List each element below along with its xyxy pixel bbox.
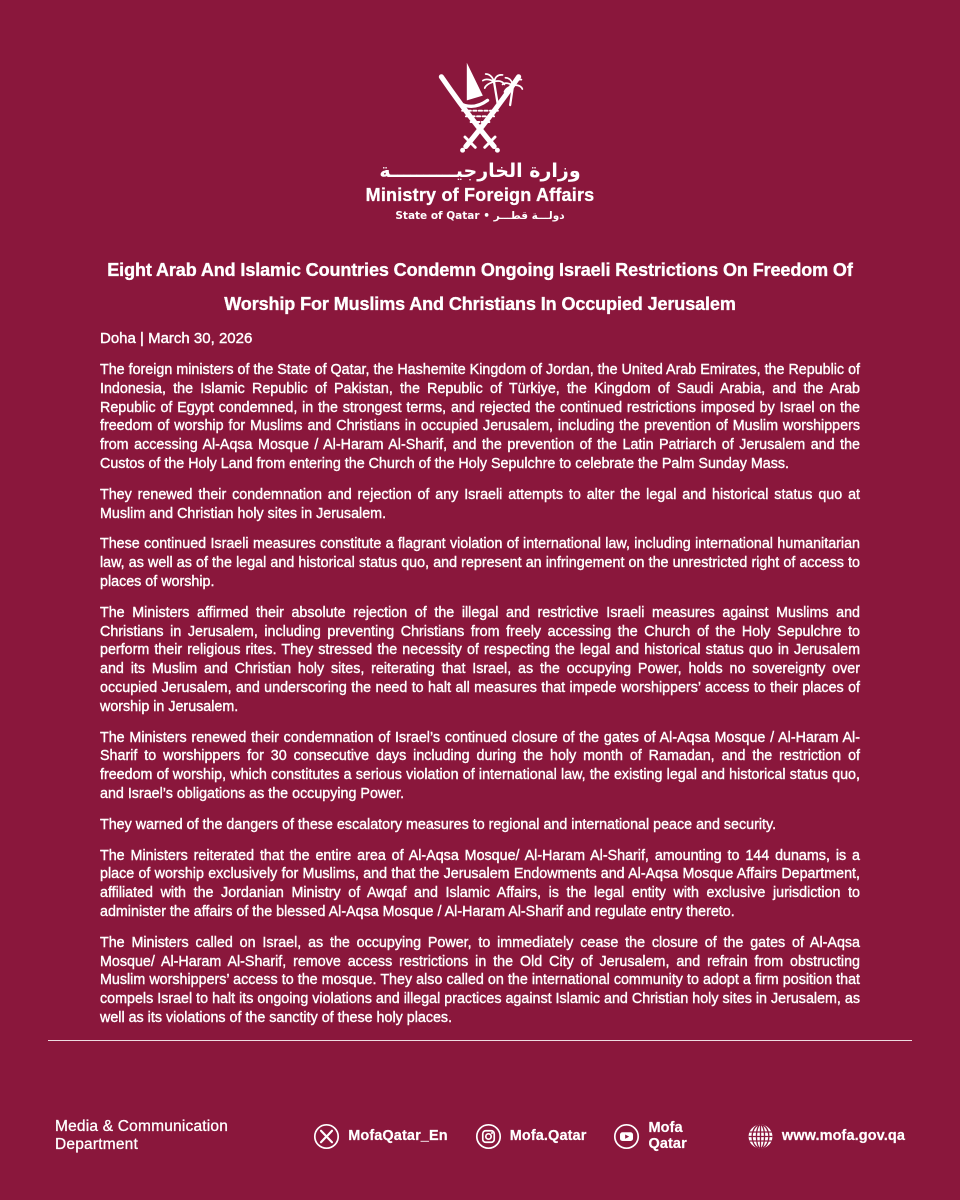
social-label-x: MofaQatar_En [348, 1128, 448, 1144]
paragraph-6: They warned of the dangers of these escalatory measures to regional and international peace and security. [100, 816, 777, 833]
paragraph-8: The Ministers called on Israel, as the occupying Power, to immediately cease the closure of the gates of Al-Aqsa Mosque/ Al-Haram Al-Sharif, remove access restrictions in the Old City of Jerusalem, and refrain from obstructing Muslim worshippers’ access to the mosque. They also called on the international community to adopt a firm position that compels Israel to halt its ongoing violations and illegal practices against Islamic and Christian holy sites in Jerusalem, as well as its violations of the sanctity of these holy places. [100, 934, 860, 1026]
youtube-icon [613, 1123, 640, 1150]
social-link-youtube[interactable] [613, 1120, 719, 1152]
qatar-mofa-emblem-icon [416, 58, 544, 154]
social-label-youtube: Mofa Qatar [648, 1120, 687, 1152]
logo-block [0, 0, 960, 223]
press-release-body [100, 361, 860, 1028]
globe-icon [747, 1123, 774, 1150]
paragraph-3: These continued Israeli measures constitute a flagrant violation of international law, including international humanitarian law, as well as of the legal and historical status quo, and represent an infringement on the unrestricted right of access to places of worship. [100, 536, 860, 590]
social-link-instagram[interactable] [475, 1123, 587, 1150]
department-label: Media & Communication Department [55, 1118, 229, 1153]
ministry-name-english: Ministry of Foreign Affairs [365, 185, 595, 205]
social-label-website: www.mofa.gov.qa [781, 1128, 905, 1144]
paragraph-7: The Ministers reiterated that the entire area of Al-Aqsa Mosque/ Al-Haram Al-Sharif, amounting to 144 dunams, is a place of worship exclusively for Muslims, and that the Jerusalem Endowments and Al-Aqsa Mosque Affairs Department, affiliated with the Jordanian Ministry of Awqaf and Islamic Affairs, is the legal entity with exclusive jurisdiction to administer the affairs of the blessed Al-Aqsa Mosque / Al-Haram Al-Sharif and regulate entry thereto. [100, 847, 860, 920]
press-release-title: Eight Arab And Islamic Countries Condemn Ongoing Israeli Restrictions On Freedom Of Worship For Muslims And Christians In Occupied Jerusalem [107, 260, 853, 314]
social-link-website[interactable] [747, 1123, 905, 1150]
social-link-x[interactable] [313, 1123, 448, 1150]
paragraph-2: They renewed their condemnation and rejection of any Israeli attempts to alter the legal and historical status quo at Muslim and Christian holy sites in Jerusalem. [100, 486, 860, 522]
x-icon [313, 1123, 340, 1150]
footer-divider [48, 1040, 912, 1041]
paragraph-4: The Ministers affirmed their absolute rejection of the illegal and restrictive Israeli measures against Muslims and Christians in Jerusalem, including preventing Christians from freely accessing the Church of the Holy Sepulchre to perform their religious rites. They stressed the necessity of respecting the legal and historical status quo in Jerusalem and its Muslim and Christian holy sites, reiterating that Israel, as the occupying Power, holds no sovereignty over occupied Jerusalem, and underscoring the need to halt all measures that impede worshippers’ access to their places of worship in Jerusalem. [100, 604, 860, 715]
footer [55, 1118, 905, 1154]
social-label-instagram: Mofa.Qatar [509, 1128, 587, 1144]
instagram-icon [475, 1123, 502, 1150]
ministry-name-arabic: وزارة الخارجيــــــــــة [379, 160, 581, 182]
paragraph-1: The foreign ministers of the State of Qatar, the Hashemite Kingdom of Jordan, the United Arab Emirates, the Republic of Indonesia, the Islamic Republic of Pakistan, the Republic of Türkiye, the Kingdom of Saudi Arabia, and the Arab Republic of Egypt condemned, in the strongest terms, and rejected the continued restrictions imposed by Israel on the freedom of worship for Muslims and Christians in occupied Jerusalem, including the prevention of Muslim worshippers from accessing Al-Aqsa Mosque / Al-Haram Al-Sharif, and the prevention of the Latin Patriarch of Jerusalem and the Custos of the Holy Land from entering the Church of the Holy Sepulchre to celebrate the Palm Sunday Mass. [100, 362, 860, 472]
dateline: Doha | March 30, 2026 [100, 330, 253, 347]
state-of-qatar-line: State of Qatar • دولـــة قطـــر [395, 210, 565, 222]
social-links [313, 1120, 905, 1152]
paragraph-5: The Ministers renewed their condemnation of Israel’s continued closure of the gates of Al-Aqsa Mosque / Al-Haram Al-Sharif to worshippers for 30 consecutive days including during the holy month of Ramadan, and the restriction of freedom of worship, which constitutes a serious violation of international law, the existing legal and historical status quo, and Israel’s obligations as the occupying Power. [100, 729, 860, 802]
